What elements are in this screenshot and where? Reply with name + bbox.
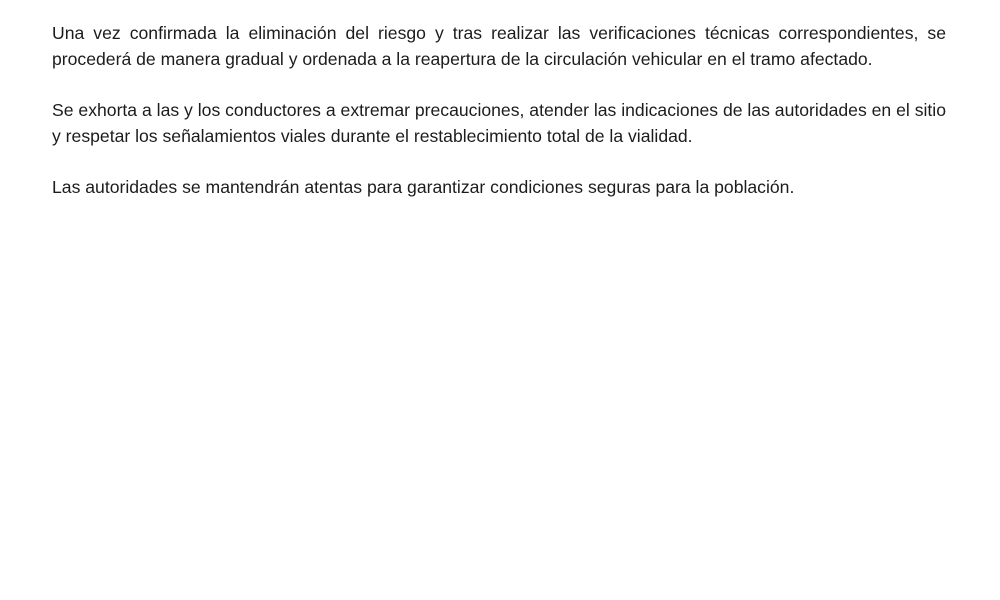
- document-body: [52, 20, 946, 225]
- paragraph-reopening: Una vez confirmada la eliminación del riesgo y tras realizar las verificaciones técnicas correspondientes, se procederá de manera gradual y ordenada a la reapertura de la circulación vehicular en el tramo afectado.: [52, 23, 946, 69]
- paragraph-driver-advisory: Se exhorta a las y los conductores a extremar precauciones, atender las indicaciones de las autoridades en el sitio y respetar los señalamientos viales durante el restablecimiento total de la vialidad.: [52, 100, 946, 146]
- paragraph-authorities: Las autoridades se mantendrán atentas para garantizar condiciones seguras para la población.: [52, 177, 795, 197]
